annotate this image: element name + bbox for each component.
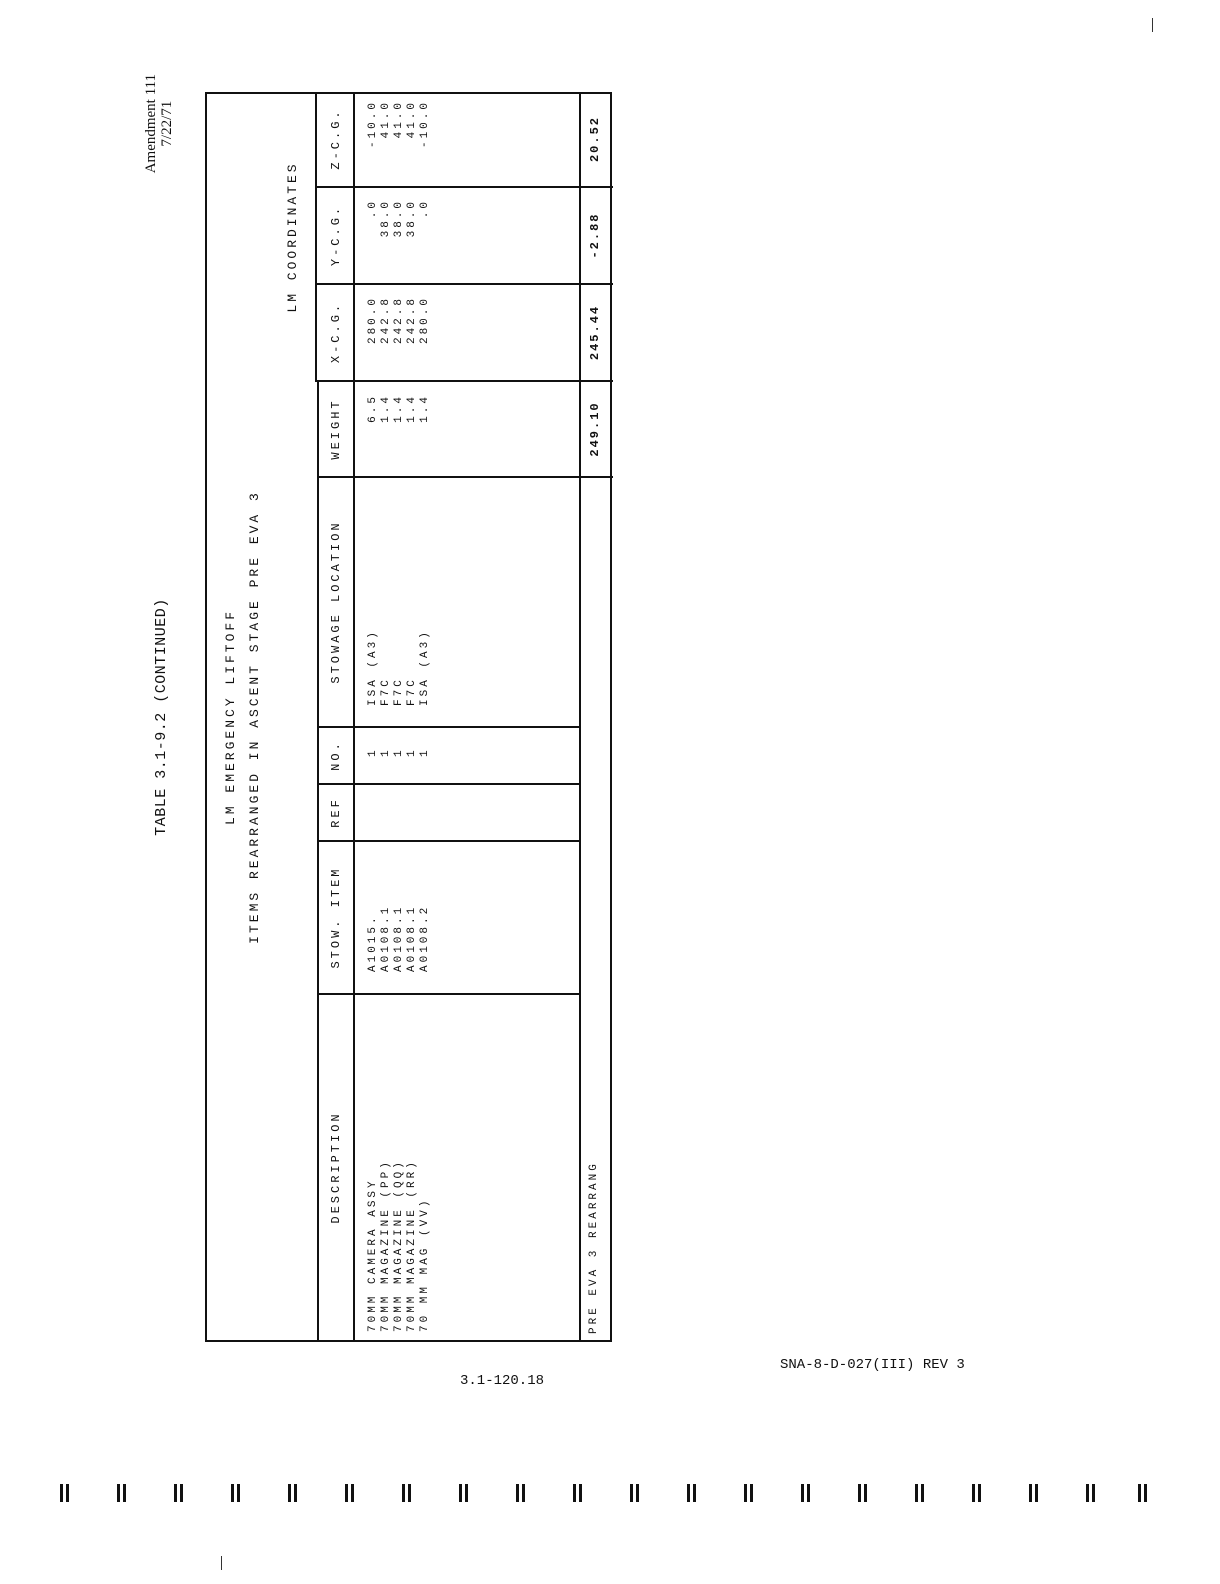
table-title: TABLE 3.1-9.2 (CONTINUED) <box>153 598 170 836</box>
col-header-y-cg: Y-C.G. <box>329 204 343 267</box>
col-header-x-cg: X-C.G. <box>329 301 343 364</box>
registration-mark <box>972 1484 982 1502</box>
cell-z-cg: 41.0 <box>380 100 392 139</box>
amendment-number: Amendment 111 <box>143 74 159 174</box>
cell-y-cg: 38.0 <box>406 199 418 238</box>
cell-description: 70MM CAMERA ASSY <box>367 1178 379 1332</box>
registration-mark <box>1138 1484 1148 1502</box>
col-header-weight: WEIGHT <box>329 398 343 460</box>
cell-no: 1 <box>367 747 379 757</box>
cell-stow-item: A0108.1 <box>406 904 418 972</box>
page-number: 3.1-120.18 <box>460 1373 545 1389</box>
col-header-ref: REF <box>329 797 343 828</box>
table-heading: LM EMERGENCY LIFTOFF <box>223 608 238 826</box>
page-mark-top <box>1152 18 1153 32</box>
registration-mark <box>687 1484 697 1502</box>
cell-z-cg: 41.0 <box>393 100 405 139</box>
table-subheading: ITEMS REARRANGED IN ASCENT STAGE PRE EVA 3 <box>247 490 262 944</box>
cell-x-cg: 242.8 <box>406 296 418 345</box>
total-x-cg: 245.44 <box>588 304 602 361</box>
cell-location: ISA (A3) <box>367 629 379 706</box>
registration-mark <box>345 1484 355 1502</box>
registration-mark <box>858 1484 868 1502</box>
cell-y-cg: .0 <box>419 199 431 219</box>
col-divider <box>315 186 613 188</box>
cell-description: 70 MM MAG (VV) <box>419 1197 431 1332</box>
total-weight: 249.10 <box>588 401 602 457</box>
cell-y-cg: 38.0 <box>380 199 392 238</box>
col-header-no: NO. <box>329 740 343 771</box>
data-table <box>205 92 612 1342</box>
cell-description: 70MM MAGAZINE (RR) <box>406 1159 418 1332</box>
registration-mark <box>459 1484 469 1502</box>
cell-weight: 1.4 <box>393 394 405 423</box>
registration-mark <box>801 1484 811 1502</box>
cell-location: F7C <box>380 677 392 706</box>
rule-coords-top <box>315 92 317 382</box>
registration-mark <box>516 1484 526 1502</box>
registration-mark <box>231 1484 241 1502</box>
col-divider <box>317 993 579 995</box>
col-divider <box>317 783 579 785</box>
cell-weight: 1.4 <box>406 394 418 423</box>
cell-no: 1 <box>380 747 392 757</box>
registration-mark <box>174 1484 184 1502</box>
cell-x-cg: 242.8 <box>393 296 405 345</box>
cell-weight: 6.5 <box>367 394 379 423</box>
amendment-date: 7/22/71 <box>159 100 175 147</box>
cell-stow-item: A0108.1 <box>393 904 405 972</box>
col-divider <box>317 726 579 728</box>
page-mark-bottom <box>221 1556 222 1570</box>
rule-total-top <box>579 92 581 1340</box>
cell-description: 70MM MAGAZINE (PP) <box>380 1159 392 1332</box>
registration-mark <box>1029 1484 1039 1502</box>
registration-mark <box>288 1484 298 1502</box>
scan-registration-marks <box>60 1484 1150 1506</box>
cell-stow-item: A1015. <box>367 914 379 972</box>
cell-no: 1 <box>406 747 418 757</box>
col-header-z-cg: Z-C.G. <box>329 108 343 170</box>
registration-mark <box>402 1484 412 1502</box>
registration-mark <box>117 1484 127 1502</box>
cell-z-cg: -10.0 <box>419 100 431 149</box>
cell-y-cg: 38.0 <box>393 199 405 238</box>
col-header-stow-item: STOW. ITEM <box>329 866 343 969</box>
cell-location: F7C <box>406 677 418 706</box>
cell-stow-item: A0108.1 <box>380 904 392 972</box>
cell-z-cg: 41.0 <box>406 100 418 139</box>
amendment-note <box>143 74 175 173</box>
registration-mark <box>573 1484 583 1502</box>
col-divider <box>317 840 579 842</box>
total-z-cg: 20.52 <box>588 116 602 163</box>
cell-z-cg: -10.0 <box>367 100 379 149</box>
col-divider <box>315 380 613 382</box>
cell-location: F7C <box>393 677 405 706</box>
registration-mark <box>60 1484 70 1502</box>
cell-weight: 1.4 <box>380 394 392 423</box>
col-header-location: STOWAGE LOCATION <box>329 520 343 684</box>
cell-no: 1 <box>419 747 431 757</box>
cell-location: ISA (A3) <box>419 629 431 706</box>
cell-weight: 1.4 <box>419 394 431 423</box>
cell-stow-item: A0108.2 <box>419 904 431 972</box>
cell-x-cg: 280.0 <box>367 296 379 345</box>
col-divider <box>317 476 613 478</box>
cell-description: 70MM MAGAZINE (QQ) <box>393 1159 405 1332</box>
rule-header-bottom <box>353 92 355 1340</box>
col-divider <box>315 283 613 285</box>
registration-mark <box>915 1484 925 1502</box>
cell-x-cg: 280.0 <box>419 296 431 345</box>
total-label: PRE EVA 3 REARRANG <box>588 1161 600 1334</box>
total-y-cg: -2.88 <box>588 212 602 259</box>
registration-mark <box>744 1484 754 1502</box>
registration-mark <box>1086 1484 1096 1502</box>
cell-y-cg: .0 <box>367 199 379 219</box>
document-id: SNA-8-D-027(III) REV 3 <box>780 1357 965 1373</box>
cell-x-cg: 242.8 <box>380 296 392 345</box>
coordinates-label: LM COORDINATES <box>285 161 300 313</box>
cell-no: 1 <box>393 747 405 757</box>
registration-mark <box>630 1484 640 1502</box>
col-header-description: DESCRIPTION <box>329 1111 343 1224</box>
rotated-table-block <box>143 74 645 1342</box>
